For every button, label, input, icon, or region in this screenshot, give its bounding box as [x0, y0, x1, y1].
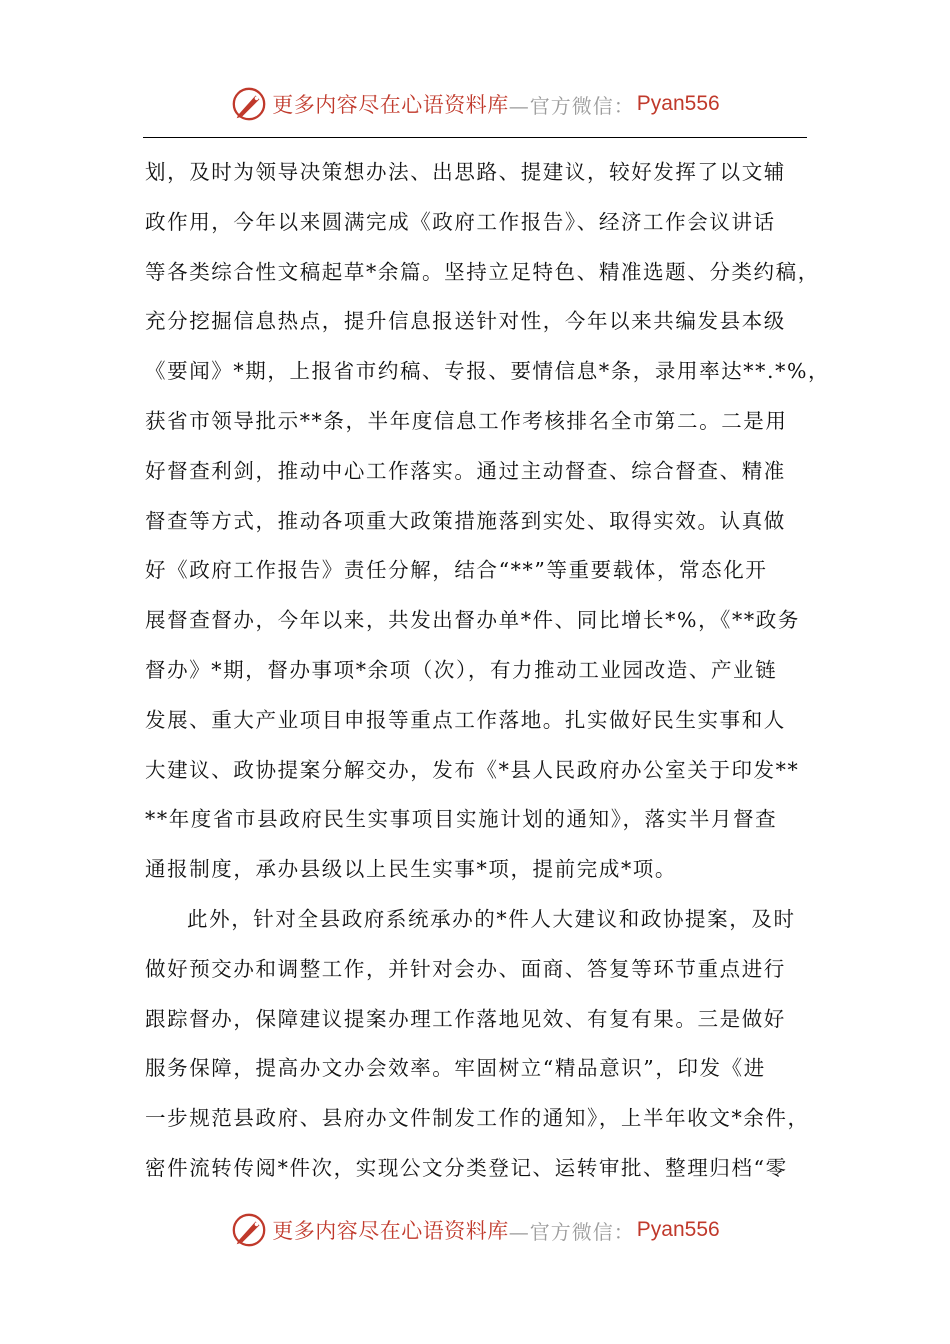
- body-line: **年度省市县政府民生实事项目实施计划的通知》，落实半月督查: [145, 807, 778, 832]
- body-line: 服务保障，提高办文办会效率。牢固树立“精品意识”，印发《进: [145, 1056, 766, 1081]
- body-line: 划，及时为领导决策想办法、出思路、提建议，较好发挥了以文辅: [145, 160, 786, 184]
- watermark-wechat-id: Pyan556: [636, 92, 720, 115]
- body-line: 等各类综合性文稿起草*余篇。坚持立足特色、精准选题、分类约稿，: [145, 259, 820, 284]
- body-line: 大建议、政协提案分解交办，发布《*县人民政府办公室关于印发**: [145, 757, 800, 782]
- pen-nib-logo-icon: [230, 85, 268, 123]
- body-line: 政作用，今年以来圆满完成《政府工作报告》、经济工作会议讲话: [145, 209, 776, 234]
- watermark-suffix: —官方微信：: [508, 1219, 635, 1244]
- body-line: 《要闻》*期，上报省市约稿、专报、要情信息*条，录用率达**.*%，: [145, 359, 831, 384]
- body-line: 通报制度，承办县级以上民生实事*项，提前完成*项。: [145, 857, 677, 882]
- body-line: 好督查利剑，推动中心工作落实。通过主动督查、综合督查、精准: [145, 458, 786, 483]
- body-line: 好《政府工作报告》责任分解，结合“**”等重要载体，常态化开: [145, 558, 768, 583]
- body-line: 督查等方式，推动各项重大政策措施落到实处、取得实效。认真做: [145, 508, 786, 533]
- watermark-brand: 更多内容尽在心语资料库: [272, 93, 509, 117]
- document-body: [145, 148, 831, 1194]
- watermark-brand: 更多内容尽在心语资料库: [272, 1219, 509, 1243]
- watermark-wechat-id: Pyan556: [636, 1218, 720, 1241]
- header-watermark: [0, 82, 950, 126]
- watermark-suffix: —官方微信：: [508, 93, 635, 118]
- body-line: 获省市领导批示**条，半年度信息工作考核排名全市第二。二是用: [145, 408, 788, 433]
- body-line: 发展、重大产业项目申报等重点工作落地。扎实做好民生实事和人: [145, 707, 786, 732]
- pen-nib-logo-icon: [230, 1211, 268, 1249]
- body-line: 一步规范县政府、县府办文件制发工作的通知》，上半年收文*余件，: [145, 1106, 810, 1131]
- body-line: 展督查督办，今年以来，共发出督办单*件、同比增长*%，《**政务: [145, 608, 800, 633]
- body-line: 充分挖掘信息热点，提升信息报送针对性，今年以来共编发县本级: [145, 309, 786, 334]
- body-line: 督办》*期，督办事项*余项（次），有力推动工业园改造、产业链: [145, 657, 778, 682]
- body-line: 此外，针对全县政府系统承办的*件人大建议和政协提案，及时: [187, 906, 796, 931]
- header-divider: [143, 137, 807, 138]
- footer-watermark: [0, 1208, 950, 1252]
- body-line: 跟踪督办，保障建议提案办理工作落地见效、有复有果。三是做好: [145, 1006, 786, 1031]
- body-line: 密件流转传阅*件次，实现公文分类登记、运转审批、整理归档“零: [145, 1155, 788, 1180]
- body-line: 做好预交办和调整工作，并针对会办、面商、答复等环节重点进行: [145, 956, 786, 981]
